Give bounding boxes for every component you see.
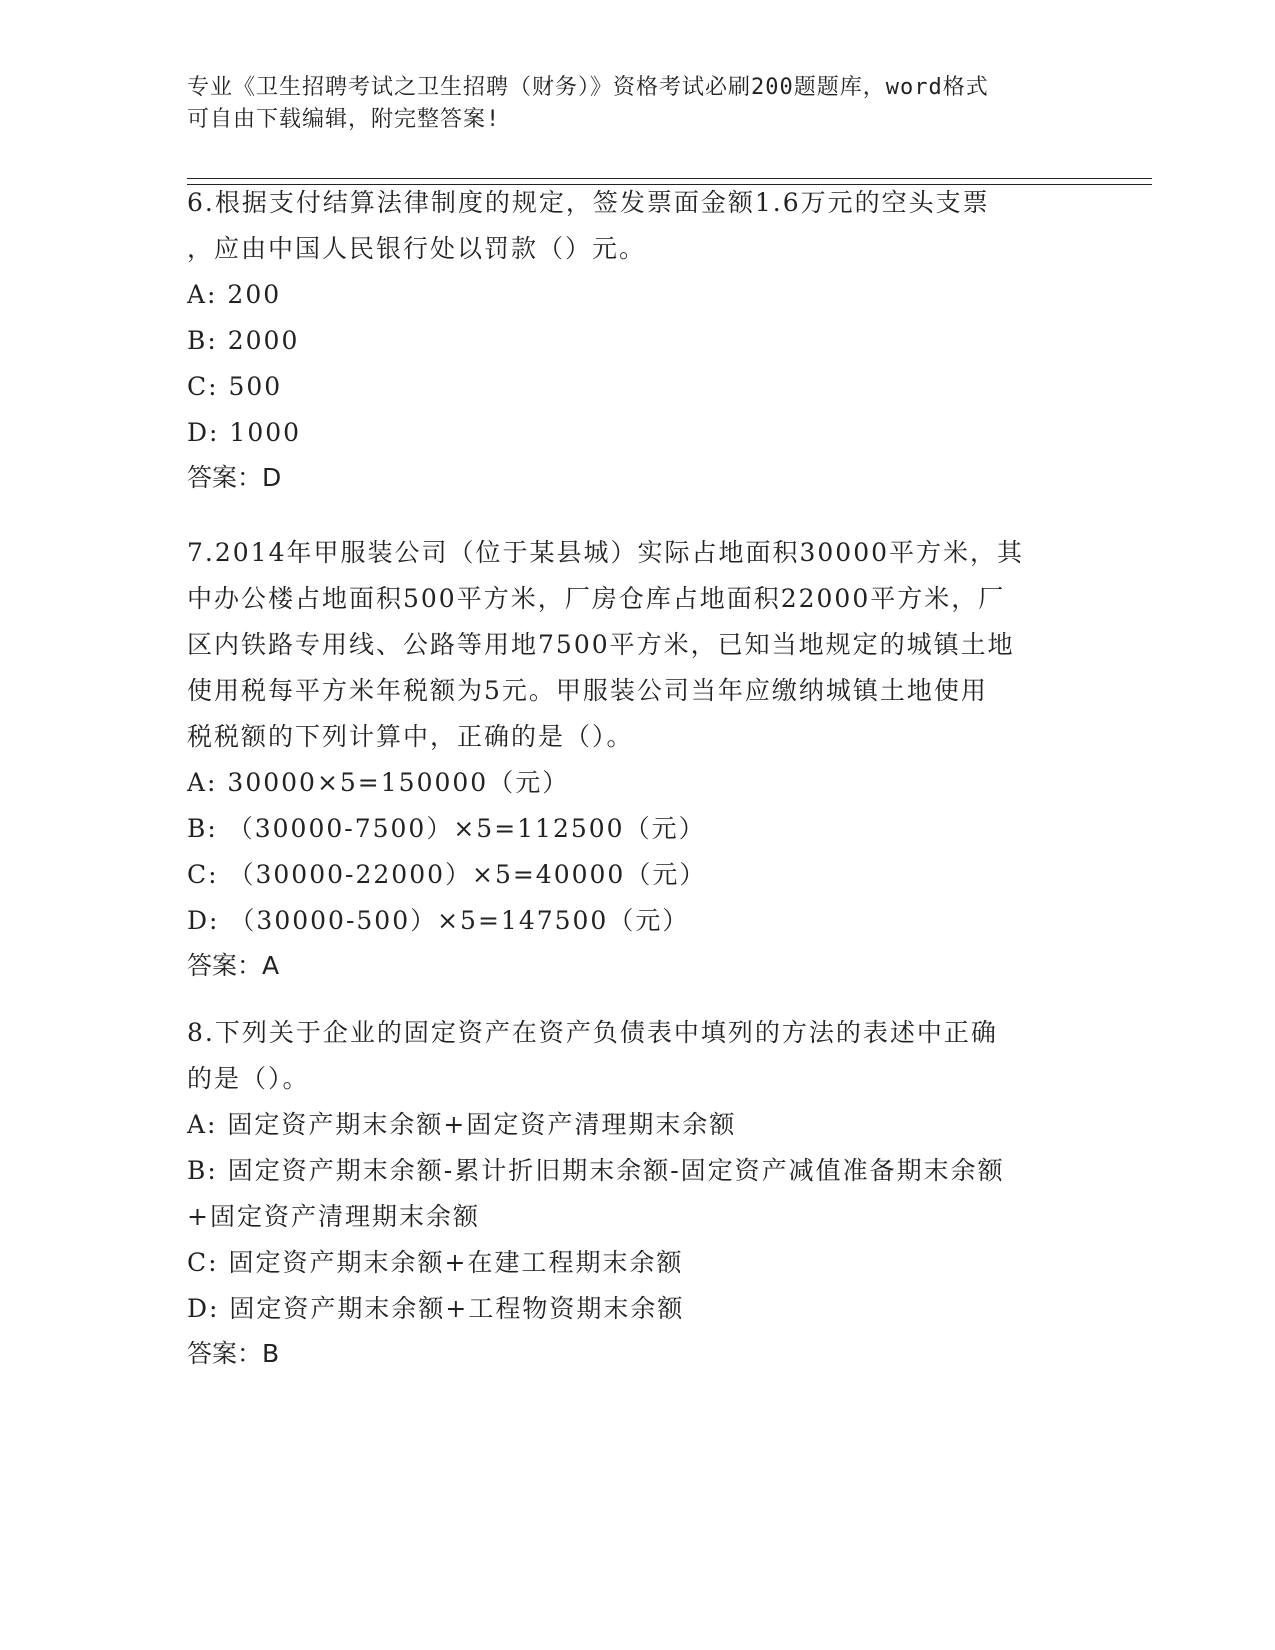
question-6 [187, 180, 1067, 500]
option-d: D: 1000 [187, 418, 302, 447]
question-text: 8.下列关于企业的固定资产在资产负债表中填列的方法的表述中正确 [187, 1018, 998, 1047]
question-text: ，应由中国人民银行处以罚款（）元。 [187, 234, 647, 263]
question-text: 6.根据支付结算法律制度的规定，签发票面金额1.6万元的空头支票 [187, 188, 990, 217]
option-b: B: 固定资产期末余额-累计折旧期末余额-固定资产减值准备期末余额 [187, 1156, 1005, 1185]
question-text: 7.2014年甲服装公司（位于某县城）实际占地面积30000平方米，其 [187, 538, 1025, 567]
option-c: C: 500 [187, 372, 283, 401]
option-b-continued: +固定资产清理期末余额 [187, 1202, 480, 1231]
option-a: A: 200 [187, 280, 282, 309]
header-line: 可自由下载编辑，附完整答案! [187, 107, 501, 132]
question-text: 中办公楼占地面积500平方米，厂房仓库占地面积22000平方米，厂 [187, 584, 1006, 613]
option-a: A: 30000×5=150000（元） [187, 768, 570, 797]
question-7 [187, 530, 1067, 988]
answer: 答案：A [187, 951, 280, 980]
question-text: 区内铁路专用线、公路等用地7500平方米，已知当地规定的城镇土地 [187, 630, 1015, 659]
header-divider [187, 178, 1152, 179]
option-b: B: 2000 [187, 326, 300, 355]
question-text: 的是（）。 [187, 1064, 310, 1093]
document-header [187, 72, 1067, 136]
option-c: C: 固定资产期末余额+在建工程期末余额 [187, 1248, 684, 1277]
option-a: A: 固定资产期末余额+固定资产清理期末余额 [187, 1110, 737, 1139]
option-d: D: （30000-500）×5=147500（元） [187, 906, 690, 935]
question-8 [187, 1010, 1067, 1376]
header-line: 专业《卫生招聘考试之卫生招聘（财务）》资格考试必刷200题题库，word格式 [187, 75, 989, 100]
option-d: D: 固定资产期末余额+工程物资期末余额 [187, 1294, 685, 1323]
answer: 答案：B [187, 1339, 280, 1368]
question-text: 使用税每平方米年税额为5元。甲服装公司当年应缴纳城镇土地使用 [187, 676, 988, 705]
question-text: 税税额的下列计算中，正确的是（）。 [187, 722, 634, 751]
answer: 答案：D [187, 463, 282, 492]
option-b: B: （30000-7500）×5=112500（元） [187, 814, 706, 843]
option-c: C: （30000-22000）×5=40000（元） [187, 860, 707, 889]
